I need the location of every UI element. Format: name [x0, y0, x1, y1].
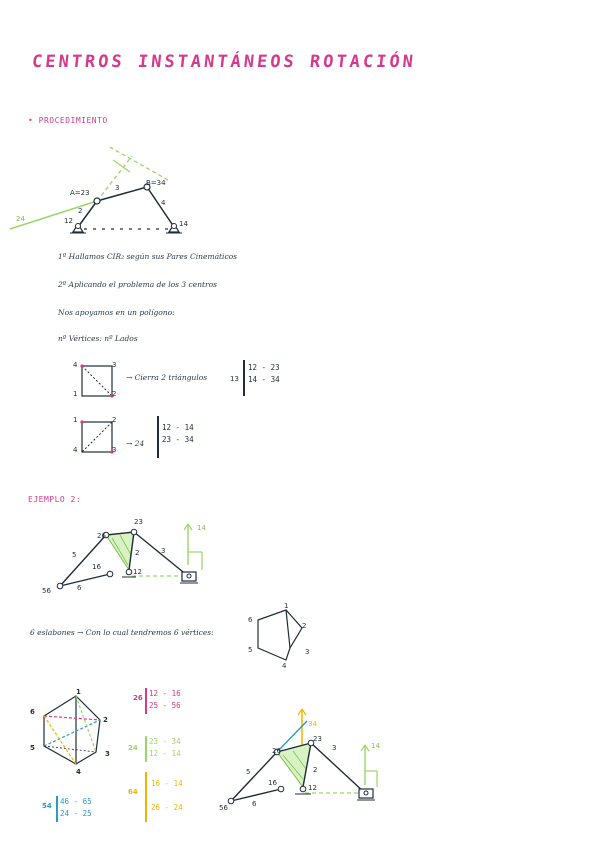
d2-label-3: 3 [161, 547, 166, 555]
sq1-v3: 3 [112, 361, 117, 369]
d3-label-56: 56 [219, 804, 228, 812]
link-5 [60, 535, 106, 586]
sq2-v2: 2 [112, 416, 117, 424]
group-26-label: 26 [133, 694, 143, 702]
p1-v5: 5 [248, 646, 253, 654]
step-2: 2º Aplicando el problema de los 3 centros [58, 280, 217, 289]
group-54-pairs: 46 - 65 24 - 25 [60, 797, 92, 818]
sq1-v1: 1 [73, 390, 78, 398]
sq1-label: 13 [230, 375, 239, 383]
p2-v2: 2 [103, 716, 108, 724]
section-procedimiento: • PROCEDIMIENTO [28, 116, 108, 125]
four-bar-diagram [0, 140, 240, 240]
d2-label-6: 6 [77, 584, 82, 592]
group-64-label: 64 [128, 788, 138, 796]
group-64-pairs: 16 - 14 26 - 24 [151, 779, 183, 812]
sq1-pairs: 12 - 23 14 - 34 [248, 363, 280, 384]
p2-v6: 6 [30, 708, 35, 716]
sq1-arrow-text: → Cierra 2 triángulos [126, 373, 208, 382]
d2-label-2: 2 [135, 549, 140, 557]
sq1-v4: 4 [73, 361, 78, 369]
d2-label-56: 56 [42, 587, 51, 595]
label-14: 14 [179, 220, 188, 228]
polygon-2 [34, 688, 114, 772]
mechanism-diagram-2 [215, 705, 395, 815]
p1-v1: 1 [284, 602, 289, 610]
group-24-label: 24 [128, 744, 138, 752]
section-ejemplo-2: EJEMPLO 2: [28, 495, 82, 504]
d3-label-6: 6 [252, 800, 257, 808]
p1-v2: 2 [302, 622, 307, 630]
sq2-pairs: 12 - 14 23 - 34 [162, 423, 194, 444]
d3-label-5: 5 [246, 768, 251, 776]
d2-label-12: 12 [133, 568, 142, 576]
d2-label-16: 16 [92, 563, 101, 571]
mechanism-diagram-1 [30, 510, 220, 600]
d3-label-12: 12 [308, 784, 317, 792]
joint-a [94, 198, 100, 204]
green-dash-up [97, 156, 132, 201]
sq2-v3: 3 [112, 446, 117, 454]
sq1-v2: 2 [112, 390, 117, 398]
p1-v4: 4 [282, 662, 287, 670]
sq2-v1: 1 [73, 416, 78, 424]
group-54-label: 54 [42, 802, 52, 810]
group-24-pairs: 23 - 34 12 - 14 [149, 737, 181, 758]
d3-label-23: 23 [313, 735, 322, 743]
label-24: 24 [16, 215, 25, 223]
p2-v4: 4 [76, 768, 81, 776]
p1-v3: 3 [305, 648, 310, 656]
step-4: nº Vértices: nº Lados [58, 334, 138, 343]
polygon-1 [250, 600, 310, 670]
label-a: A=23 [70, 189, 90, 197]
label-link-2: 2 [78, 207, 83, 215]
sq2-v4: 4 [73, 446, 78, 454]
statement: 6 eslabones → Con lo cual tendremos 6 vértices: [30, 628, 214, 637]
p2-v1: 1 [76, 688, 81, 696]
label-12: 12 [64, 217, 73, 225]
d2-label-26: 26 [97, 532, 106, 540]
sq2-arrow-text: → 24 [126, 439, 145, 448]
link-4 [147, 187, 174, 227]
page-title: CENTROS INSTANTÁNEOS ROTACIÓN [30, 52, 417, 72]
label-b: B=34 [146, 179, 166, 187]
p2-v5: 5 [30, 744, 35, 752]
d3-label-3: 3 [332, 744, 337, 752]
label-link-4: 4 [161, 199, 166, 207]
link-3 [97, 187, 147, 201]
d3-label-14: 14 [371, 742, 380, 750]
d3-label-34: 34 [308, 720, 317, 728]
d2-label-14: 14 [197, 524, 206, 532]
label-link-3: 3 [115, 184, 120, 192]
link-6 [60, 574, 110, 586]
d3-label-2: 2 [313, 766, 318, 774]
p1-v6: 6 [248, 616, 253, 624]
step-1: 1º Hallamos CIR₂ según sus Pares Cinemáticos [58, 252, 238, 261]
p2-v3: 3 [105, 750, 110, 758]
step-3: Nos apoyamos en un polígono: [58, 308, 175, 317]
d3-label-26: 26 [272, 747, 281, 755]
d3-label-16: 16 [268, 779, 277, 787]
d2-label-5: 5 [72, 551, 77, 559]
d2-label-23: 23 [134, 518, 143, 526]
group-26-pairs: 12 - 16 25 - 56 [149, 689, 181, 710]
